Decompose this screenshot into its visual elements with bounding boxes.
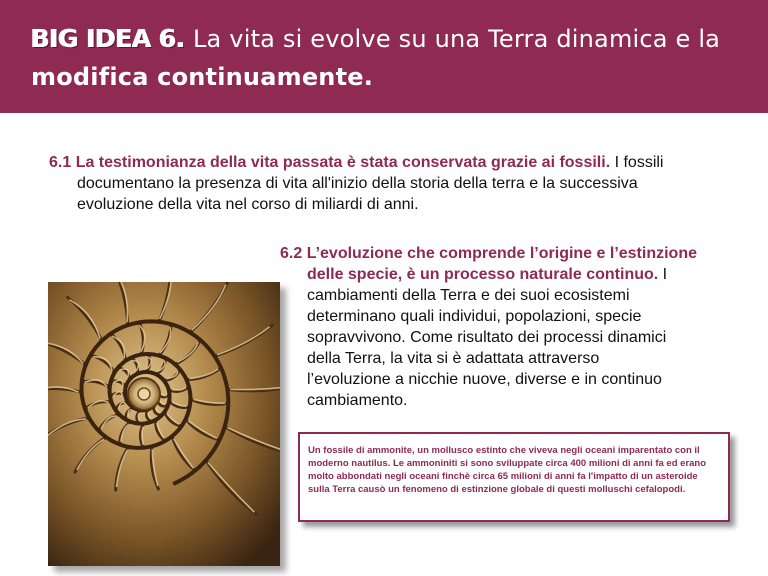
title-line-2: modifica continuamente. [31,63,374,91]
section-6-2-body-4: sopravvivono. Come risultato dei processi dinamici [307,329,667,346]
caption-box [298,432,730,522]
section-6-2-body-5: della Terra, la vita si è adattata attraverso [307,350,600,367]
section-6-1-heading: 6.1 La testimonianza della vita passata è stata conservata grazie ai fossili. [49,154,611,171]
section-6-2-line-2 [280,264,720,285]
title-banner [0,0,768,113]
section-6-1 [49,152,729,215]
section-6-2-heading-2: delle specie, è un processo naturale continuo. [307,266,659,283]
section-6-2-body-6: l’evoluzione a nicchie nuove, diverse e in continuo [307,371,662,388]
section-6-2-body-3: determinano quali individui, popolazioni, specie [307,308,642,325]
title-line-1: La vita si evolve su una Terra dinamica e la [185,25,721,53]
section-6-1-body-3: evoluzione della vita nel corso di miliardi di anni. [77,196,419,213]
section-6-2-body-7: cambiamento. [307,392,408,409]
section-6-1-body-2: documentano la presenza di vita all'inizio della storia della terra e la successiva [77,175,638,192]
slide-title [31,20,751,96]
ammonite-fossil-illustration [48,282,280,566]
fossil-caption: Un fossile di ammonite, un mollusco estinto che viveva negli oceani imparentato con il moderno nautilus. Le ammoniniti si sono sviluppate circa 400 milioni di anni fa ed erano molto abbondati negli oceani finchè circa 65 milioni di anni fa l'impatto di un asteroide sulla Terra causò un fenomeno di estinzione globale di questi molluschi cefalopodi. [308,445,707,495]
section-6-2-body-2: cambiamenti della Terra e dei suoi ecosistemi [307,287,630,304]
section-6-2-heading-1: 6.2 L’evoluzione che comprende l’origine e l’estinzione [280,245,697,262]
section-6-2-body-1: I [658,266,668,283]
ammonite-fossil-image [48,282,280,566]
section-6-1-body-1: I fossili [610,154,664,171]
section-6-2 [280,243,720,411]
big-idea-label: BIG IDEA 6. [31,24,186,53]
